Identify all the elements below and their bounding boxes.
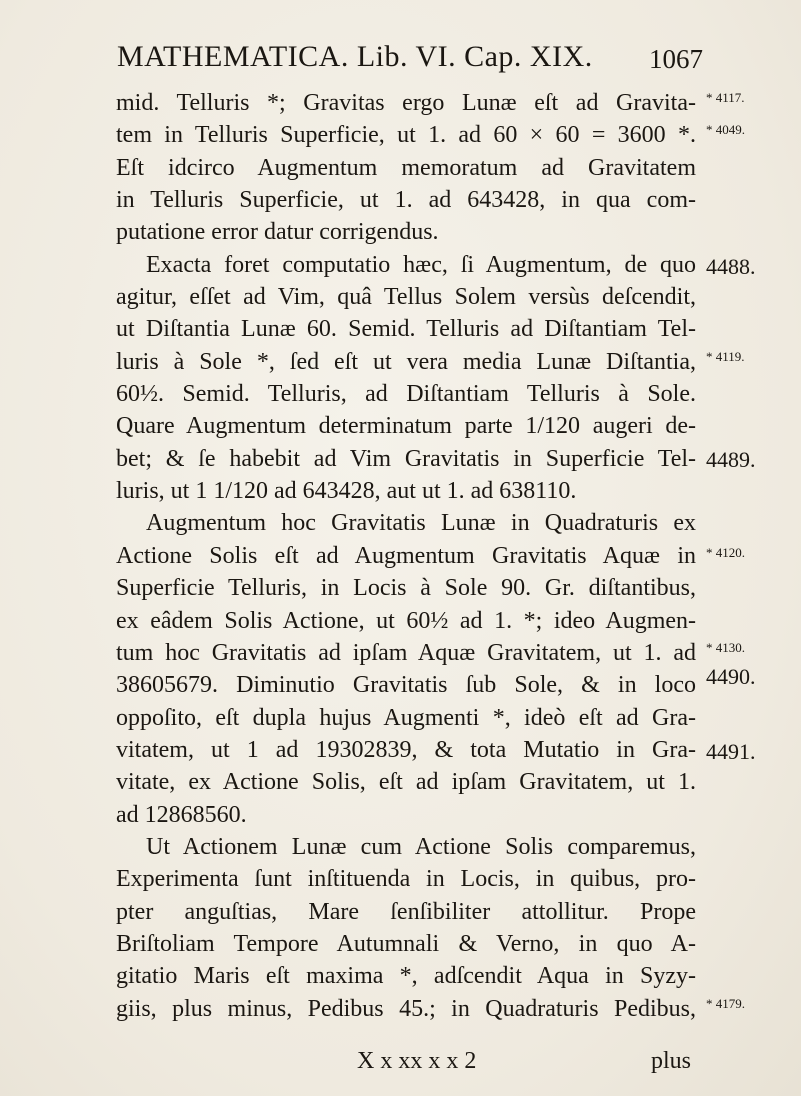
text-line: ex eâdem Solis Actione, ut 60½ ad 1. *; ideo Augmen- xyxy=(116,607,696,634)
text-line: vitate, ex Actione Solis, eſt ad ipſam Gravitatem, ut 1. xyxy=(116,769,696,796)
text-line: Quare Augmentum determinatum parte 1/120 augeri de- xyxy=(116,413,696,440)
body-text xyxy=(116,87,696,1025)
text-line: Experimenta ſunt inſtituenda in Locis, in quibus, pro- xyxy=(116,866,696,893)
text-line: Eſt idcirco Augmentum memoratum ad Gravitatem xyxy=(116,154,696,181)
section-number: 4491. xyxy=(706,739,756,764)
text-line: Actione Solis eſt ad Augmentum Gravitatis Aquæ in xyxy=(116,542,696,569)
text-line: Augmentum hoc Gravitatis Lunæ in Quadraturis ex xyxy=(146,510,696,537)
catchword: plus xyxy=(650,1048,691,1074)
text-line: ad 12868560. xyxy=(116,801,247,828)
text-line: in Telluris Superficie, ut 1. ad 643428, in qua com- xyxy=(116,187,696,214)
text-line: ut Diſtantia Lunæ 60. Semid. Telluris ad Diſtantiam Tel- xyxy=(116,316,696,343)
text-line: luris à Sole *, ſed eſt ut vera media Lunæ Diſtantia, xyxy=(116,348,696,375)
text-line: Ut Actionem Lunæ cum Actione Solis comparemus, xyxy=(146,833,696,860)
text-line: Superficie Telluris, in Locis à Sole 90. Gr. diſtantibus, xyxy=(116,575,696,602)
section-number: 4488. xyxy=(706,254,756,279)
signature-mark: X x xx x x 2 xyxy=(357,1048,477,1074)
text-line: mid. Telluris *; Gravitas ergo Lunæ eſt ad Gravita- xyxy=(116,90,696,116)
running-title: MATHEMATICA. Lib. VI. Cap. XIX. xyxy=(117,40,593,73)
text-line: tem in Telluris Superficie, ut 1. ad 60 × 60 = 3600 *. xyxy=(116,122,696,149)
text-line: 60½. Semid. Telluris, ad Diſtantiam Telluris à Sole. xyxy=(116,381,696,408)
margin-note: * 4117. xyxy=(706,90,745,105)
text-line: Briſtoliam Tempore Autumnali & Verno, in quo A- xyxy=(116,930,696,957)
page-footer xyxy=(116,1048,696,1080)
text-line: tum hoc Gravitatis ad ipſam Aquæ Gravitatem, ut 1. ad xyxy=(116,639,696,666)
text-line: gitatio Maris eſt maxima *, adſcendit Aqua in Syzy- xyxy=(116,963,696,990)
text-line: Exacta foret computatio hæc, ſi Augmentum, de quo xyxy=(146,251,696,278)
page-number: 1067 xyxy=(649,44,703,74)
text-line: oppoſito, eſt dupla hujus Augmenti *, ideò eſt ad Gra- xyxy=(116,704,696,731)
text-line: putatione error datur corrigendus. xyxy=(116,219,439,246)
text-line: vitatem, ut 1 ad 19302839, & tota Mutatio in Gra- xyxy=(116,736,696,763)
margin-note: * 4120. xyxy=(706,545,745,560)
margin-note: * 4119. xyxy=(706,349,745,364)
section-number: 4490. xyxy=(706,664,756,689)
text-line: agitur, eſſet ad Vim, quâ Tellus Solem versùs deſcendit, xyxy=(116,284,696,311)
running-header xyxy=(117,40,703,80)
margin-note: * 4049. xyxy=(706,122,745,137)
text-line: giis, plus minus, Pedibus 45.; in Quadraturis Pedibus, xyxy=(116,995,696,1022)
section-number: 4489. xyxy=(706,447,756,472)
text-line: 38605679. Diminutio Gravitatis ſub Sole, & in loco xyxy=(116,672,696,699)
margin-note: * 4130. xyxy=(706,640,745,655)
text-line: bet; & ſe habebit ad Vim Gravitatis in Superficie Tel- xyxy=(116,445,696,472)
text-line: luris, ut 1 1/120 ad 643428, aut ut 1. ad 638110. xyxy=(116,478,577,505)
margin-note: * 4179. xyxy=(706,996,745,1011)
text-line: pter anguſtias, Mare ſenſibiliter attollitur. Prope xyxy=(116,898,696,925)
